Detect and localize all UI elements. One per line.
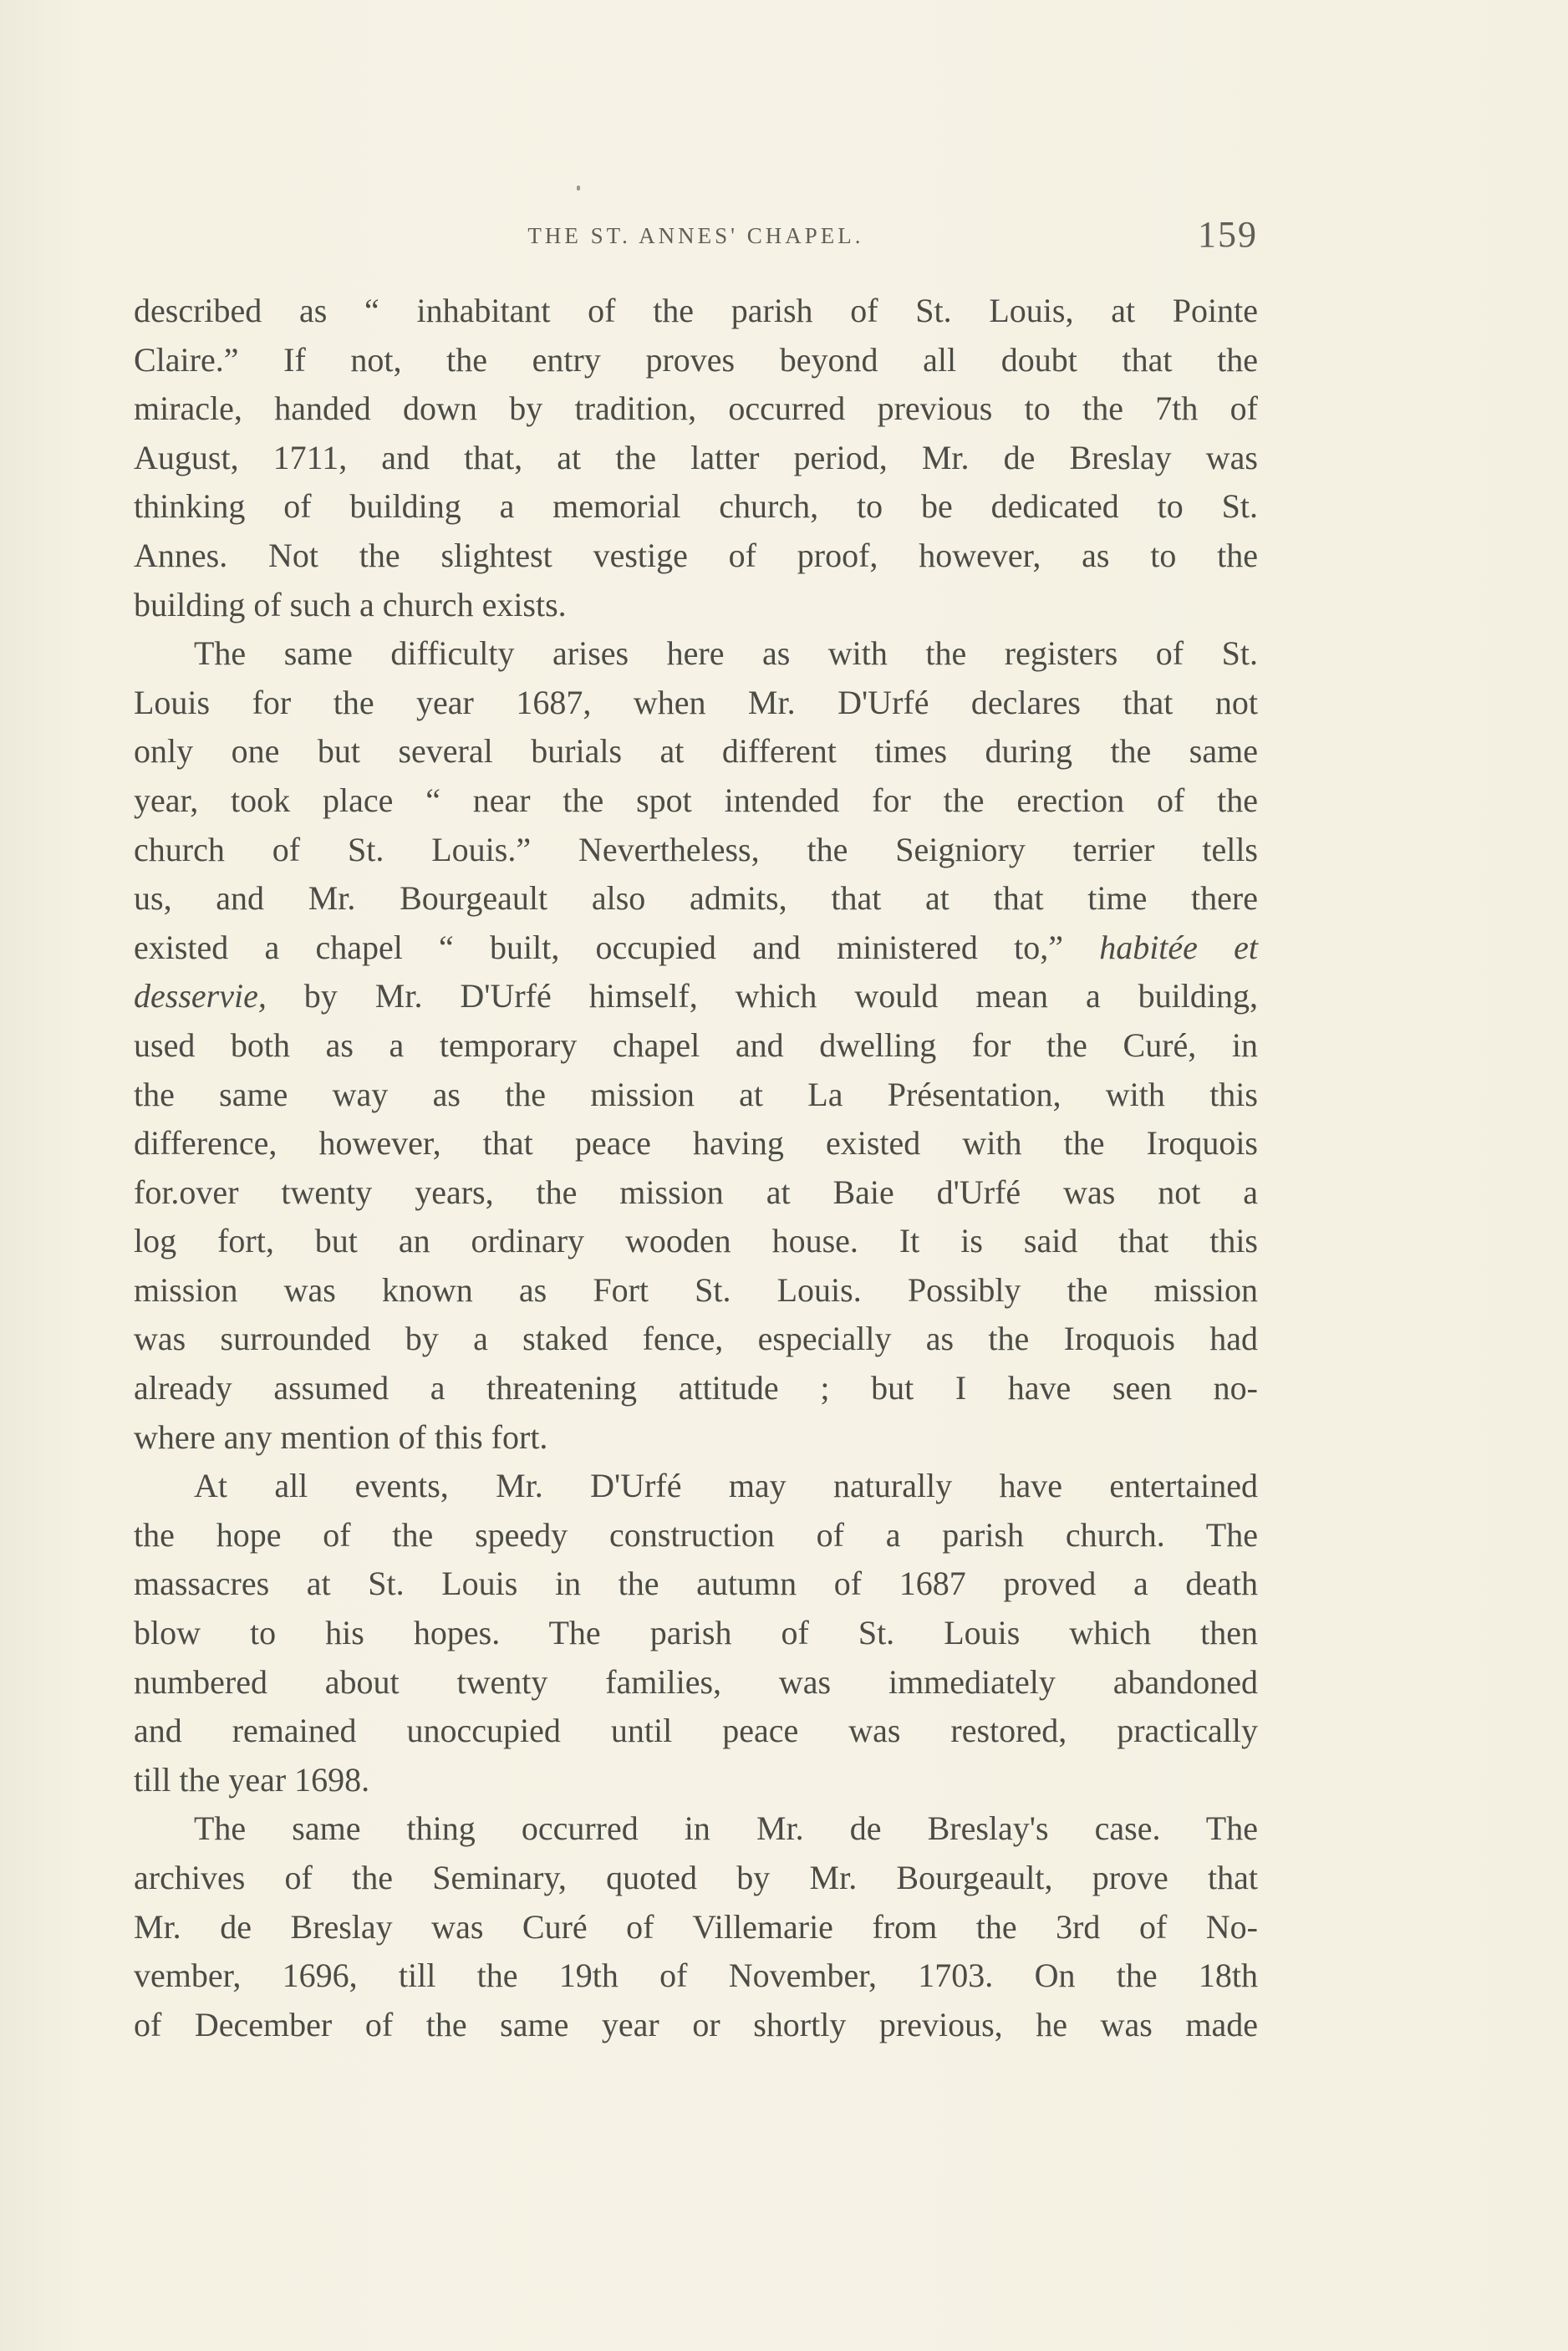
page-number: 159 — [1198, 214, 1258, 255]
text-line: described as “ inhabitant of the parish of St. Louis, at Pointe — [134, 292, 1258, 329]
text-line: till the year 1698. — [134, 1760, 370, 1799]
paragraph-2 — [134, 629, 1258, 1462]
text-line: Mr. de Breslay was Curé of Villemarie from the 3rd of No- — [134, 1907, 1258, 1946]
text-line: year, took place “ near the spot intended for the erection of the — [134, 781, 1258, 819]
text-line: numbered about twenty families, was immediately abandoned — [134, 1662, 1258, 1701]
text-line: August, 1711, and that, at the latter period, Mr. de Breslay was — [134, 438, 1258, 476]
text-line: log fort, but an ordinary wooden house. It is said that this — [134, 1222, 1258, 1260]
paragraph-4 — [134, 1804, 1258, 2049]
text-line: Claire.” If not, the entry proves beyond all doubt that the — [134, 340, 1258, 379]
body-text — [134, 287, 1258, 2049]
text-line: The same difficulty arises here as with the registers of St. — [194, 634, 1258, 673]
text-line-with-italic — [134, 972, 1258, 1021]
text-line: the same way as the mission at La Présentation, with this — [134, 1075, 1258, 1113]
text-line: mission was known as Fort St. Louis. Possibly the mission — [134, 1270, 1258, 1309]
text-line: and remained unoccupied until peace was restored, practically — [134, 1712, 1258, 1750]
italic-phrase: habitée et — [1099, 928, 1258, 966]
text-line: miracle, handed down by tradition, occurred previous to the 7th of — [134, 389, 1258, 428]
paragraph-1 — [134, 287, 1258, 629]
text-line: only one but several burials at different times during the same — [134, 732, 1258, 771]
text-line-with-italic — [134, 924, 1258, 973]
text-line: thinking of building a memorial church, to be dedicated to St. — [134, 487, 1258, 526]
text-line: archives of the Seminary, quoted by Mr. Bourgeault, prove that — [134, 1859, 1258, 1896]
text-line: Annes. Not the slightest vestige of proof, however, as to the — [134, 536, 1258, 574]
text-line: church of St. Louis.” Nevertheless, the Seigniory terrier tells — [134, 830, 1258, 868]
text-line: difference, however, that peace having existed with the Iroquois — [134, 1124, 1258, 1163]
text-line: for.over twenty years, the mission at Baie d'Urfé was not a — [134, 1173, 1258, 1211]
paragraph-3 — [134, 1462, 1258, 1804]
text-line: of December of the same year or shortly previous, he was made — [134, 2005, 1258, 2043]
text-line: the hope of the speedy construction of a parish church. The — [134, 1515, 1258, 1554]
text-line: building of such a church exists. — [134, 585, 567, 623]
text-line: used both as a temporary chapel and dwelling for the Curé, in — [134, 1025, 1258, 1064]
italic-phrase: desservie, — [134, 977, 267, 1015]
text-segment: by Mr. D'Urfé himself, which would mean a building, — [303, 977, 1258, 1015]
text-line: already assumed a threatening attitude ; but I have seen no- — [134, 1369, 1258, 1407]
page-mark — [577, 186, 580, 191]
text-line: Louis for the year 1687, when Mr. D'Urfé declares that not — [134, 683, 1258, 721]
text-line: blow to his hopes. The parish of St. Louis which then — [134, 1614, 1258, 1652]
page-header — [134, 214, 1258, 269]
text-line: massacres at St. Louis in the autumn of 1687 proved a death — [134, 1565, 1258, 1603]
text-line: was surrounded by a staked fence, especially as the Iroquois had — [134, 1320, 1258, 1358]
text-line: The same thing occurred in Mr. de Breslay's case. The — [194, 1809, 1258, 1848]
text-segment: existed a chapel “ built, occupied and ministered to,” — [134, 928, 1063, 966]
running-head: THE ST. ANNES' CHAPEL. — [527, 223, 864, 248]
text-line: At all events, Mr. D'Urfé may naturally have entertained — [194, 1467, 1258, 1505]
text-line: us, and Mr. Bourgeault also admits, that at that time there — [134, 879, 1258, 918]
text-line: vember, 1696, till the 19th of November, 1703. On the 18th — [134, 1957, 1258, 1995]
text-line: where any mention of this fort. — [134, 1417, 548, 1456]
